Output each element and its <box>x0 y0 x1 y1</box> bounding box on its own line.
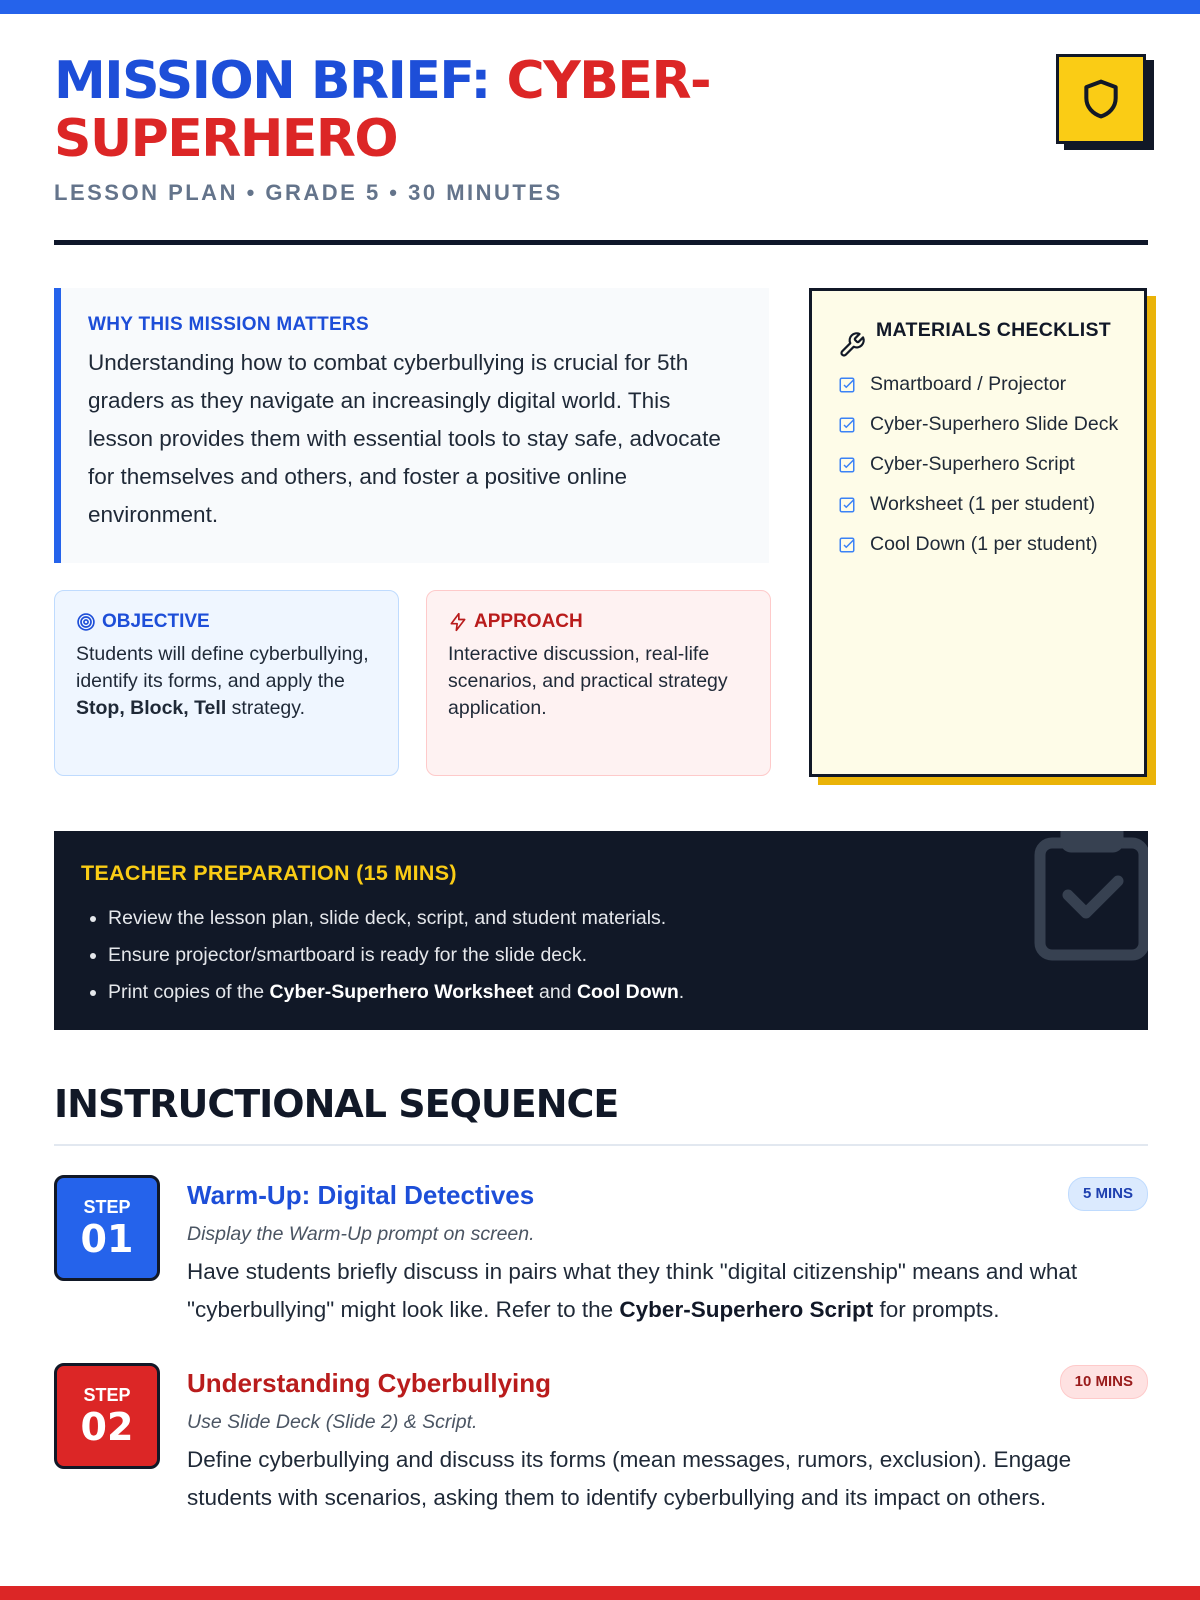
materials-item-label: Smartboard / Projector <box>870 373 1067 395</box>
objective-card <box>54 590 399 776</box>
checkbox-checked-icon <box>838 416 856 434</box>
step-description <box>187 1253 1148 1329</box>
step-text-end: for prompts. <box>873 1297 1000 1322</box>
step-badge <box>54 1363 160 1469</box>
step-instruction: Use Slide Deck (Slide 2) & Script. <box>187 1411 478 1433</box>
checkbox-checked-icon <box>838 536 856 554</box>
clipboard-check-icon <box>1030 831 1148 961</box>
why-title: WHY THIS MISSION MATTERS <box>88 314 369 335</box>
step-word: STEP <box>83 1385 131 1405</box>
materials-heading <box>838 317 1124 359</box>
step-word: STEP <box>83 1197 131 1217</box>
page-header <box>54 52 1146 206</box>
wrench-icon <box>838 331 866 359</box>
checkbox-checked-icon <box>838 376 856 394</box>
prep-text: . <box>678 981 685 1003</box>
why-text: Understanding how to combat cyberbullying is crucial for 5th graders as they navigate an increasingly digital world. This lesson provides them with essential tools to stay safe, advocate for themselves and others, and foster a positive online environment. <box>88 350 721 527</box>
materials-checklist <box>809 288 1147 777</box>
duration-badge: 10 MINS <box>1060 1365 1148 1399</box>
step-script-ref: Cyber-Superhero Script <box>619 1297 874 1322</box>
materials-item <box>838 411 1124 437</box>
page-subtitle: LESSON PLAN • GRADE 5 • 30 MINUTES <box>54 180 563 205</box>
approach-title: APPROACH <box>474 611 583 632</box>
materials-item <box>838 371 1124 397</box>
objective-strategy: Stop, Block, Tell <box>76 697 227 719</box>
page-title <box>54 52 814 168</box>
duration-badge: 5 MINS <box>1068 1177 1148 1211</box>
top-accent-bar <box>0 0 1200 14</box>
materials-list <box>838 371 1124 557</box>
prep-worksheet: Cyber-Superhero Worksheet <box>269 981 534 1003</box>
shield-icon <box>1079 75 1123 123</box>
sequence-divider <box>54 1144 1148 1146</box>
objective-title: OBJECTIVE <box>102 611 210 632</box>
step-text-start: Have students briefly discuss in pairs what they think "digital citizenship" means and what "cyberbullying" might look like. Refer to the <box>187 1259 1078 1322</box>
objective-heading <box>76 611 378 633</box>
step-title: Warm-Up: Digital Detectives <box>187 1180 535 1210</box>
prep-item <box>108 974 1121 1011</box>
bottom-accent-bar <box>0 1586 1200 1600</box>
materials-item <box>838 531 1124 557</box>
step-number: 01 <box>80 1217 134 1261</box>
step-body <box>187 1363 1148 1517</box>
prep-item: • Ensure projector/smartboard is ready for the slide deck. <box>108 937 1121 974</box>
checkbox-checked-icon <box>838 496 856 514</box>
materials-item-label: Cyber-Superhero Script <box>870 453 1075 475</box>
step-description: Define cyberbullying and discuss its forms (mean messages, rumors, exclusion). Engage students with scenarios, asking them to identify cyberbullying and its impact on others. <box>187 1447 1072 1510</box>
title-part-2: CYBER-SUPERHERO <box>54 51 711 169</box>
prep-text: and <box>533 981 577 1003</box>
prep-cooldown: Cool Down <box>576 981 679 1003</box>
step-title: Understanding Cyberbullying <box>187 1368 552 1398</box>
step-number: 02 <box>80 1405 134 1449</box>
approach-text: Interactive discussion, real-life scenarios, and practical strategy application. <box>448 643 728 719</box>
why-section <box>54 288 769 563</box>
checkbox-checked-icon <box>838 456 856 474</box>
header-divider <box>54 240 1148 245</box>
approach-card <box>426 590 771 776</box>
title-part-1: MISSION BRIEF: <box>54 51 490 111</box>
sequence-title: INSTRUCTIONAL SEQUENCE <box>54 1082 619 1126</box>
materials-title: MATERIALS CHECKLIST <box>876 319 1111 341</box>
prep-list <box>81 900 1121 1011</box>
objective-text-end: strategy. <box>226 697 306 719</box>
step-instruction: Display the Warm-Up prompt on screen. <box>187 1223 535 1245</box>
step-body <box>187 1175 1148 1329</box>
objective-text <box>76 641 378 722</box>
teacher-preparation <box>54 831 1148 1030</box>
prep-title: TEACHER PREPARATION (15 MINS) <box>81 861 457 885</box>
materials-item-label: Worksheet (1 per student) <box>870 493 1096 515</box>
materials-item-label: Cyber-Superhero Slide Deck <box>870 413 1119 435</box>
materials-item <box>838 451 1124 477</box>
prep-text: Print copies of the <box>108 981 270 1003</box>
shield-badge <box>1056 54 1146 144</box>
lightning-icon <box>448 612 468 632</box>
target-icon <box>76 612 96 632</box>
materials-item-label: Cool Down (1 per student) <box>870 533 1098 555</box>
approach-heading <box>448 611 750 633</box>
step-badge <box>54 1175 160 1281</box>
materials-item <box>838 491 1124 517</box>
prep-item: • Review the lesson plan, slide deck, script, and student materials. <box>108 900 1121 937</box>
objective-text-start: Students will define cyberbullying, identify its forms, and apply the <box>76 643 369 692</box>
